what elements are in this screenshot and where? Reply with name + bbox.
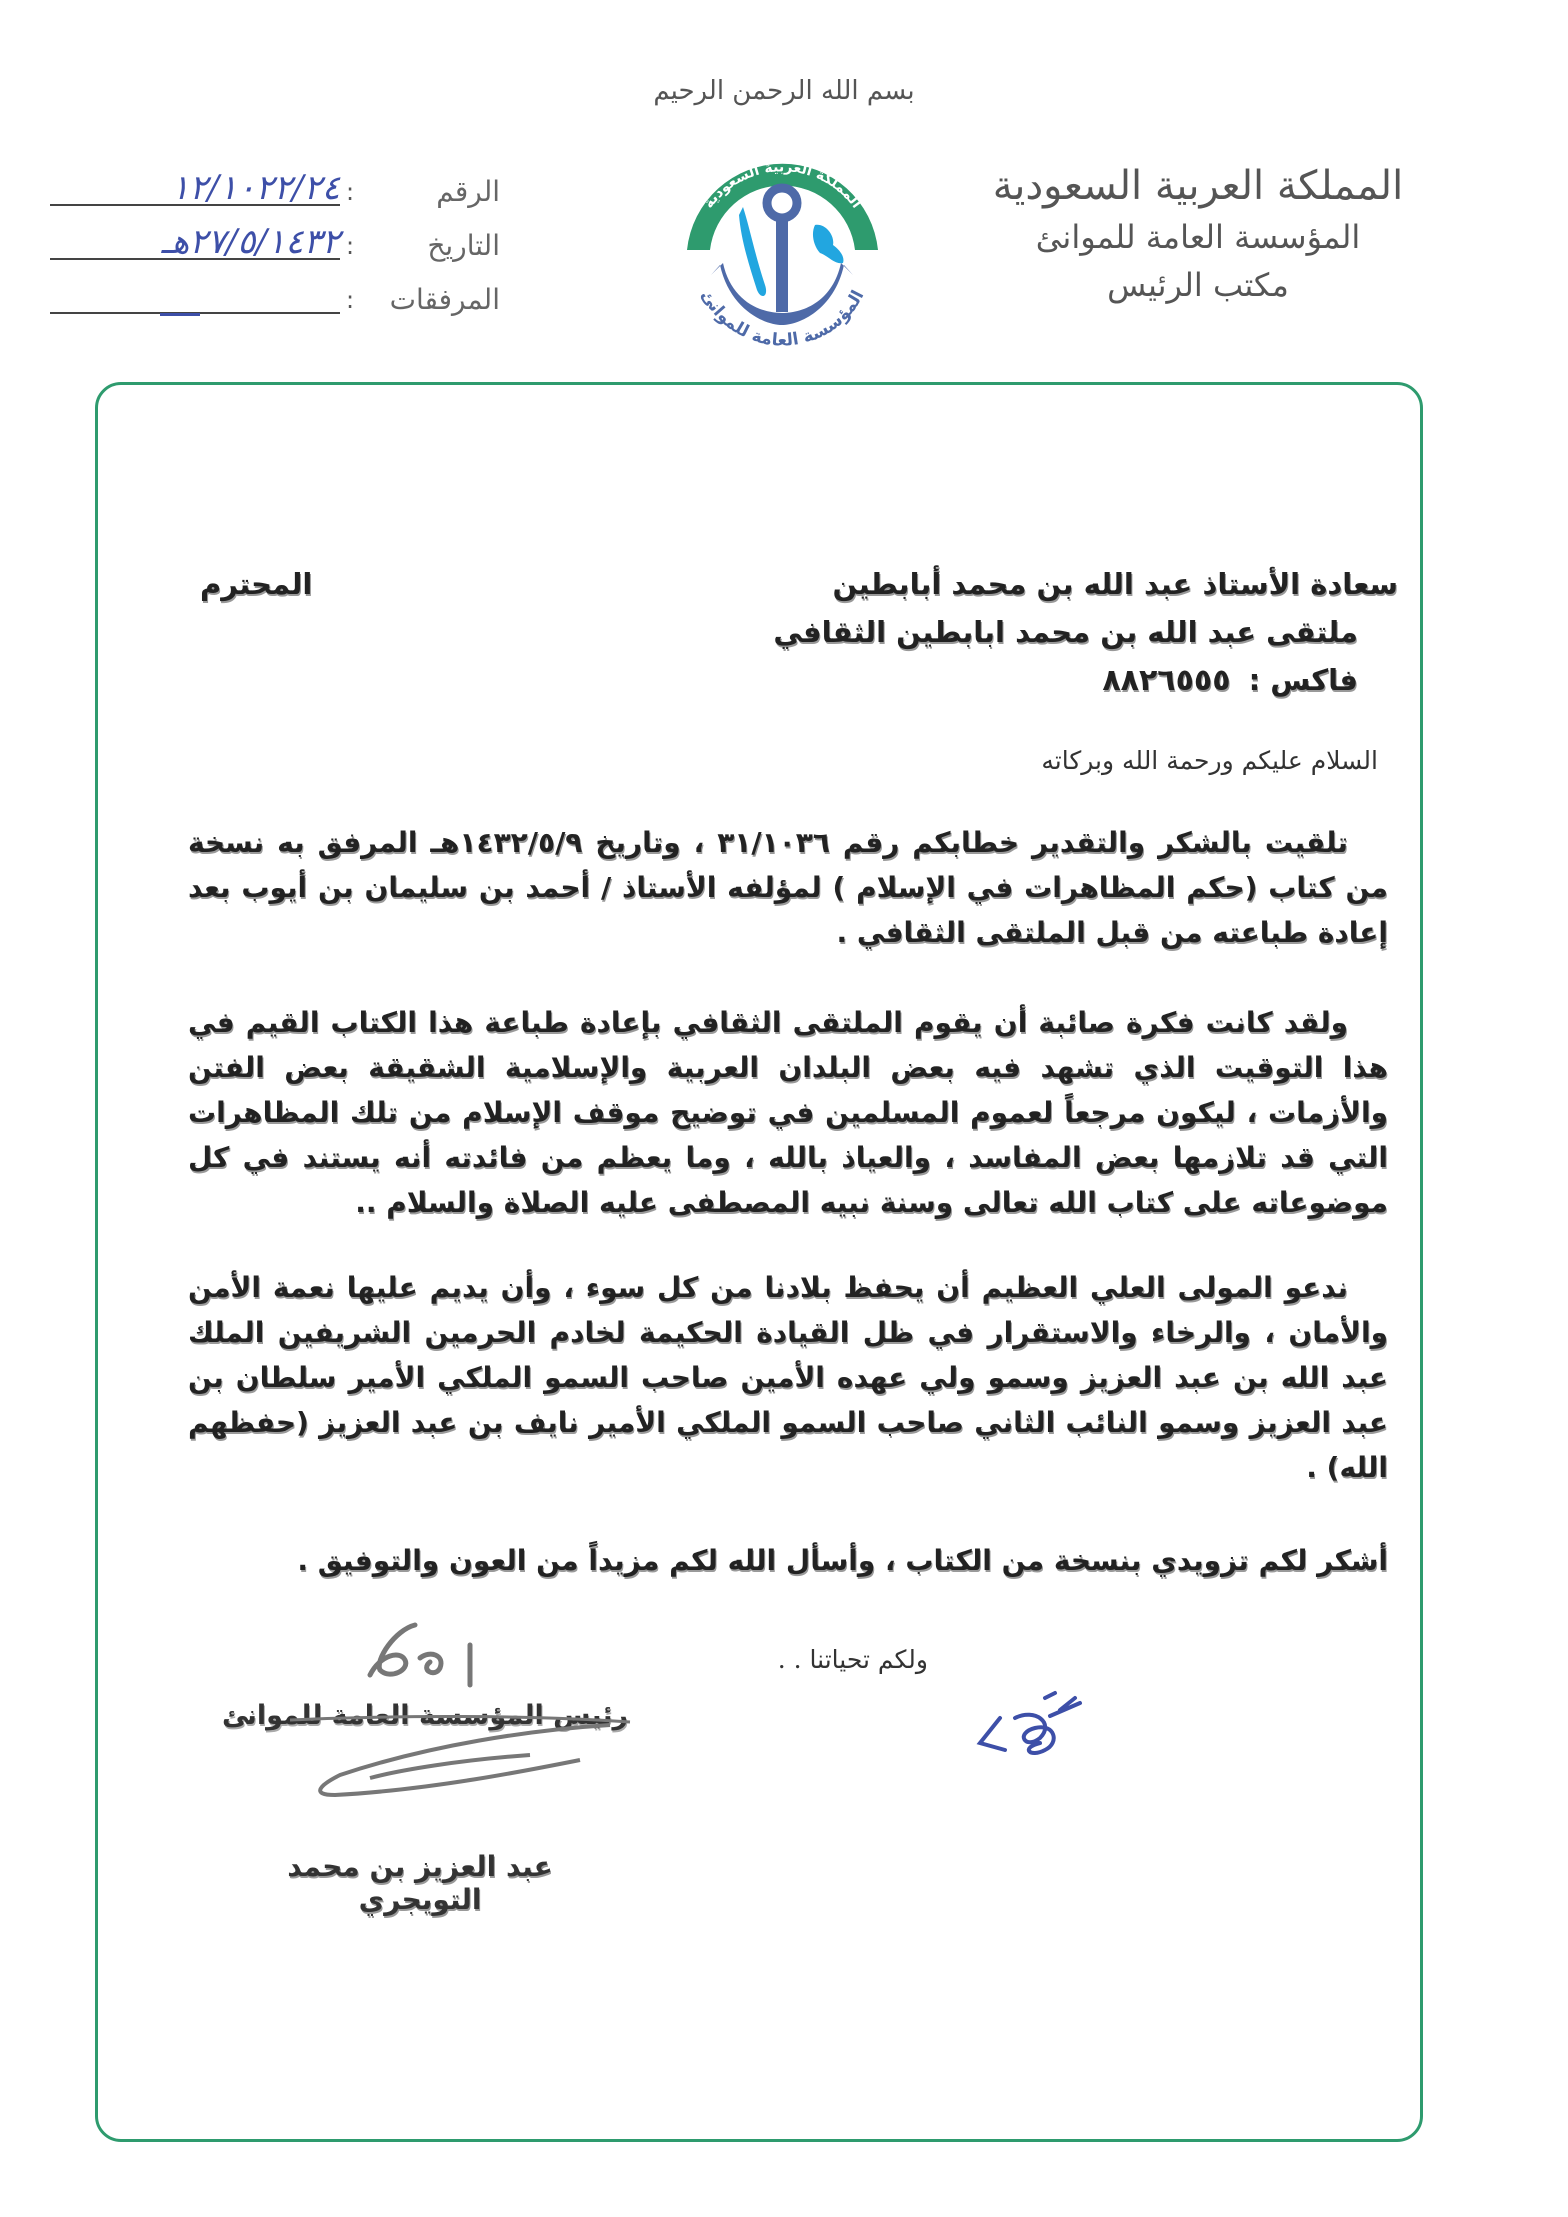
body-paragraph: ولقد كانت فكرة صائبة أن يقوم الملتقى الثقافي بإعادة طباعة هذا الكتاب القيم في هذا التوقيت الذي تشهد فيه بعض البلدان العربية والإسلامية الشقيقة بعض الفتن والأزمات ، ليكون مرجعاً لعموم المسلمين في توضيح موقف الإسلام من تلك المظاهرات التي قد تلازمها بعض المفاسد ، والعياذ بالله ، وما يعظم من فائدته أنه يستند في كل موضوعاته على كتاب الله تعالى وسنة نبيه المصطفى عليه الصلاة والسلام .. <box>188 1006 1388 1219</box>
body-paragraph: ندعو المولى العلي العظيم أن يحفظ بلادنا من كل سوء ، وأن يديم عليها نعمة الأمن والأمان ، والرخاء والاستقرار في ظل القيادة الحكيمة لخادم الحرمين الشريفين الملك عبد الله بن عبد العزيز وسمو ولي عهده الأمين صاحب السمو الملكي الأمير سلطان بن عبد العزيز وسمو النائب الثاني صاحب السمو الملكي الأمير نايف بن عبد العزيز (حفظهم الله) . <box>188 1271 1388 1484</box>
handwritten-initials-icon <box>960 1688 1100 1768</box>
reference-attachments-field <box>50 270 340 314</box>
office-name: مكتب الرئيس <box>1107 266 1289 304</box>
addressee-organization: ملتقى عبد الله بن محمد ابابطين الثقافي <box>773 615 1358 649</box>
fax-number: ٨٨٢٦٥٥٥ <box>1102 663 1231 698</box>
signature-stroke-icon <box>280 1710 640 1810</box>
fax-label: فاكس : <box>1248 663 1358 697</box>
body-paragraph: تلقيت بالشكر والتقدير خطابكم رقم ٣١/١٠٣٦ ، وتاريخ ١٤٣٢/٥/٩هـ المرفق به نسخة من كتاب (حكم المظاهرات في الإسلام ) لمؤلفه الأستاذ / أحمد بن سليمان بن أيوب بعد إعادة طباعته من قبل الملتقى الثقافي . <box>188 826 1388 949</box>
closing-regards: ولكم تحياتنا . . <box>777 1645 928 1674</box>
basmala: بسم الله الرحمن الرحيم <box>653 76 915 106</box>
svg-text:المؤسسة العامة للموانئ: المؤسسة العامة للموانئ <box>696 286 869 351</box>
anchor-emblem-icon <box>665 145 900 360</box>
reference-date-label: التاريخ <box>427 229 500 262</box>
reference-number-value: ١٢/١٠٢٢/٢٤ <box>170 168 340 208</box>
country-name: المملكة العربية السعودية <box>992 163 1404 209</box>
attachments-dash-mark <box>160 313 200 316</box>
authority-name: المؤسسة العامة للموانئ <box>1035 218 1361 256</box>
svg-text:المملكة العربية السعودية: المملكة العربية السعودية <box>700 159 865 212</box>
addressee-fax <box>398 656 1358 705</box>
addressee-block <box>398 560 1398 705</box>
reference-number-label: الرقم <box>436 175 500 208</box>
reference-date-value: ٢٧/٥/١٤٣٢هـ <box>161 222 340 262</box>
reference-number-row: الرقم : ١٢/١٠٢٢/٢٤ <box>50 160 500 214</box>
body-paragraph: أشكر لكم تزويدي بنسخة من الكتاب ، وأسأل الله لكم مزيداً من العون والتوفيق . <box>297 1544 1388 1577</box>
greeting: السلام عليكم ورحمة الله وبركاته <box>1041 746 1378 775</box>
reference-date-field <box>50 216 340 260</box>
addressee-honorific: المحترم <box>200 567 313 601</box>
organization-letterhead <box>958 160 1438 308</box>
reference-attachments-row: المرفقات : <box>50 268 500 322</box>
reference-block <box>50 160 500 322</box>
reference-number-field <box>50 162 340 206</box>
signature-mark-icon <box>360 1620 500 1690</box>
signer-title: رئيس المؤسسة العامة للموانئ <box>221 1700 629 1731</box>
reference-attachments-label: المرفقات <box>389 283 500 316</box>
reference-date-row: التاريخ : ٢٧/٥/١٤٣٢هـ <box>50 214 500 268</box>
signer-name: عبد العزيز بن محمد التويجري <box>287 1850 553 1916</box>
addressee-name: سعادة الأستاذ عبد الله بن محمد أبابطين <box>832 567 1398 601</box>
